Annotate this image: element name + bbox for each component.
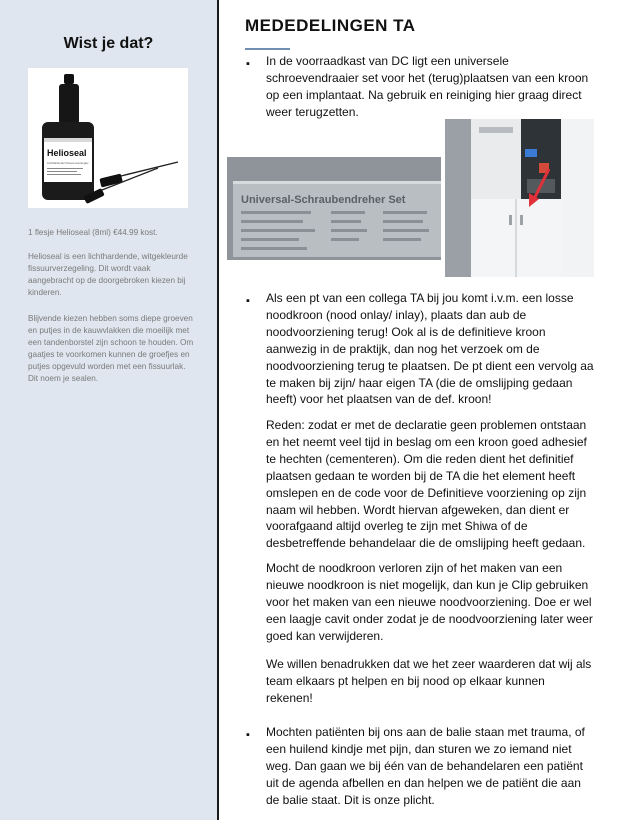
sealing-explanation: Blijvende kiezen hebben soms diepe groeven en putjes in de kauwvlakken die moeilijk met een tandenborstel zijn schoon te houden. Om gaatjes te voorkomen kunnen de groefjes en putjes opgevuld worden met een fissuurlak. Dit noem je sealen.	[28, 314, 194, 383]
supply-cabinet-photo	[445, 119, 594, 277]
notice-team-appreciation: We willen benadrukken dat we het zeer waarderen dat wij als team elkaars pt helpen en bij nood op elkaar kunnen rekenen!	[266, 657, 592, 705]
bullet-icon: ▪	[246, 58, 250, 70]
page-title: MEDEDELINGEN TA	[245, 16, 416, 35]
syringe-tip-icon	[83, 162, 178, 204]
tool-set-label: Universal-Schraubendreher Set	[241, 194, 406, 206]
notice-temporary-crown: Als een pt van een collega TA bij jou komt i.v.m. een losse noodkroon (nood onlay/ inlay), plaats dan aub de noodvoorziening terug! Ook al is de definitieve kroon aanwezig in de praktijk, dan nog het verzoek om de noodvoorziening terug te plaatsen. De pt dient een vervolg aa te maken bij zijn/ haar eigen TA (die de omslijping gedaan heeft) voor het plaatsen van de def. kroon!	[266, 291, 594, 407]
bullet-icon: ▪	[246, 295, 250, 307]
notice-emergency-patients: Mochten patiënten bij ons aan de balie staan met trauma, of een huilend kindje met pijn, dan sturen we zo iemand niet weg. Dan gaan we bij één van de behandelaren een patiënt uit de agenda afbellen en dan helpen we de patiënt die aan de balie staat. Dit is onze plicht.	[266, 725, 585, 807]
product-label: Helioseal	[47, 148, 87, 158]
notice-screwdriver-set: In de voorraadkast van DC ligt een universele schroevendraaier set voor het (terug)plaatsen van een kroon op een implantaat. Na gebruik en reiniging hier graag direct weer terugzetten.	[266, 54, 589, 119]
bullet-icon: ▪	[246, 729, 250, 741]
price-note: 1 flesje Helioseal (8ml) €44.99 kost.	[28, 228, 158, 237]
notice-reason: Reden: zodat er met de declaratie geen problemen ontstaan en het neemt veel tijd in beslag om een kroon goed adhesief te hechten (cementeren). Om die reden dient het definitief plaatsen gedaan te worden bij de TA die het element heeft omslepen en de code voor de Definitieve voorziening op zijn naam wil hebben. Wordt hiervan afgeweken, dan dient er voorafgaand altijd overleg te zijn met Shiwa of de desbetreffende behandelaar die de omslijping heeft gedaan.	[266, 418, 587, 551]
notice-lost-crown: Mocht de noodkroon verloren zijn of het maken van een nieuwe noodkroon is niet mogelijk, dan kun je Clip gebruiken voor het maken van een nieuwe noodvoorziening. Doe er wel een laagje cavit onder zodat je de noodvoorziening later weer goed kan verwijderen.	[266, 561, 593, 643]
helioseal-product-image	[28, 68, 188, 208]
column-divider	[217, 0, 219, 820]
sidebar-title: Wist je dat?	[63, 35, 154, 52]
title-underline	[245, 48, 290, 50]
screwdriver-set-photo	[227, 157, 441, 260]
helioseal-description: Helioseal is een lichthardende, witgekleurde fissuurverzegeling. Dit wordt vaak aangebracht op de doorgebroken kiezen bij kinderen.	[28, 252, 188, 297]
product-sublabel: Lichthärtender Fissurenversiegler	[47, 161, 89, 165]
